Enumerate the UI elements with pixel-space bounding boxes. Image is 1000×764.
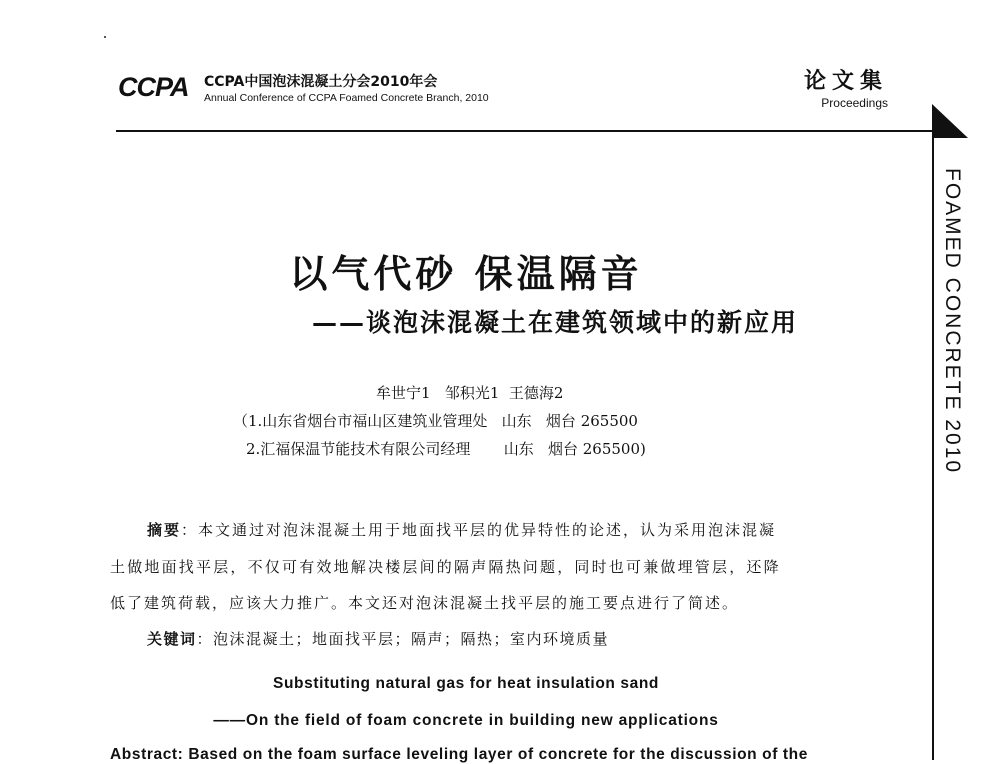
stray-dot [104, 36, 106, 38]
english-title: Substituting natural gas for heat insulation sand [273, 675, 659, 692]
abstract-line-3: 低了建筑荷载，应该大力推广。本文还对泡沫混凝土找平层的施工要点进行了简述。 [110, 594, 740, 612]
conference-title-en: Annual Conference of CCPA Foamed Concrete Branch, 2010 [204, 92, 489, 104]
affiliation-2: 2.汇福保温节能技术有限公司经理 山东 烟台 265500) [246, 440, 646, 458]
abstract-text-1: ：本文通过对泡沫混凝土用于地面找平层的优异特性的论述，认为采用泡沫混凝 [181, 521, 777, 539]
ccpa-logo: CCPA [118, 72, 189, 102]
authors: 牟世宁1 邹积光1 王德海2 [376, 384, 564, 402]
abstract-line-2: 土做地面找平层，不仅可有效地解决楼层间的隔声隔热问题，同时也可兼做埋管层，还降 [110, 558, 781, 576]
paper-subtitle: ——谈泡沫混凝土在建筑领域中的新应用 [312, 308, 799, 337]
english-abstract-start: Abstract: Based on the foam surface leveling layer of concrete for the discussion of the [110, 746, 808, 763]
paper-title: 以气代砂 保温隔音 [289, 251, 643, 296]
proceedings-title-cn: 论文集 [803, 69, 888, 94]
keywords-label: 关键词 [147, 630, 197, 648]
header-rule [116, 130, 934, 132]
keywords-text: ：泡沫混凝土；地面找平层；隔声；隔热；室内环境质量 [196, 630, 610, 648]
corner-triangle-icon [932, 104, 968, 138]
keywords-line [147, 628, 609, 649]
side-label: FOAMED CONCRETE 2010 [941, 168, 964, 475]
abstract-line-1 [147, 519, 776, 540]
conference-title-cn: CCPA中国泡沫混凝土分会2010年会 [204, 74, 438, 90]
affiliation-1: （1.山东省烟台市福山区建筑业管理处 山东 烟台 265500 [233, 412, 638, 430]
abstract-label: 摘要 [147, 521, 182, 539]
english-subtitle: ——On the field of foam concrete in building new applications [213, 712, 719, 729]
proceedings-title-en: Proceedings [821, 96, 888, 110]
